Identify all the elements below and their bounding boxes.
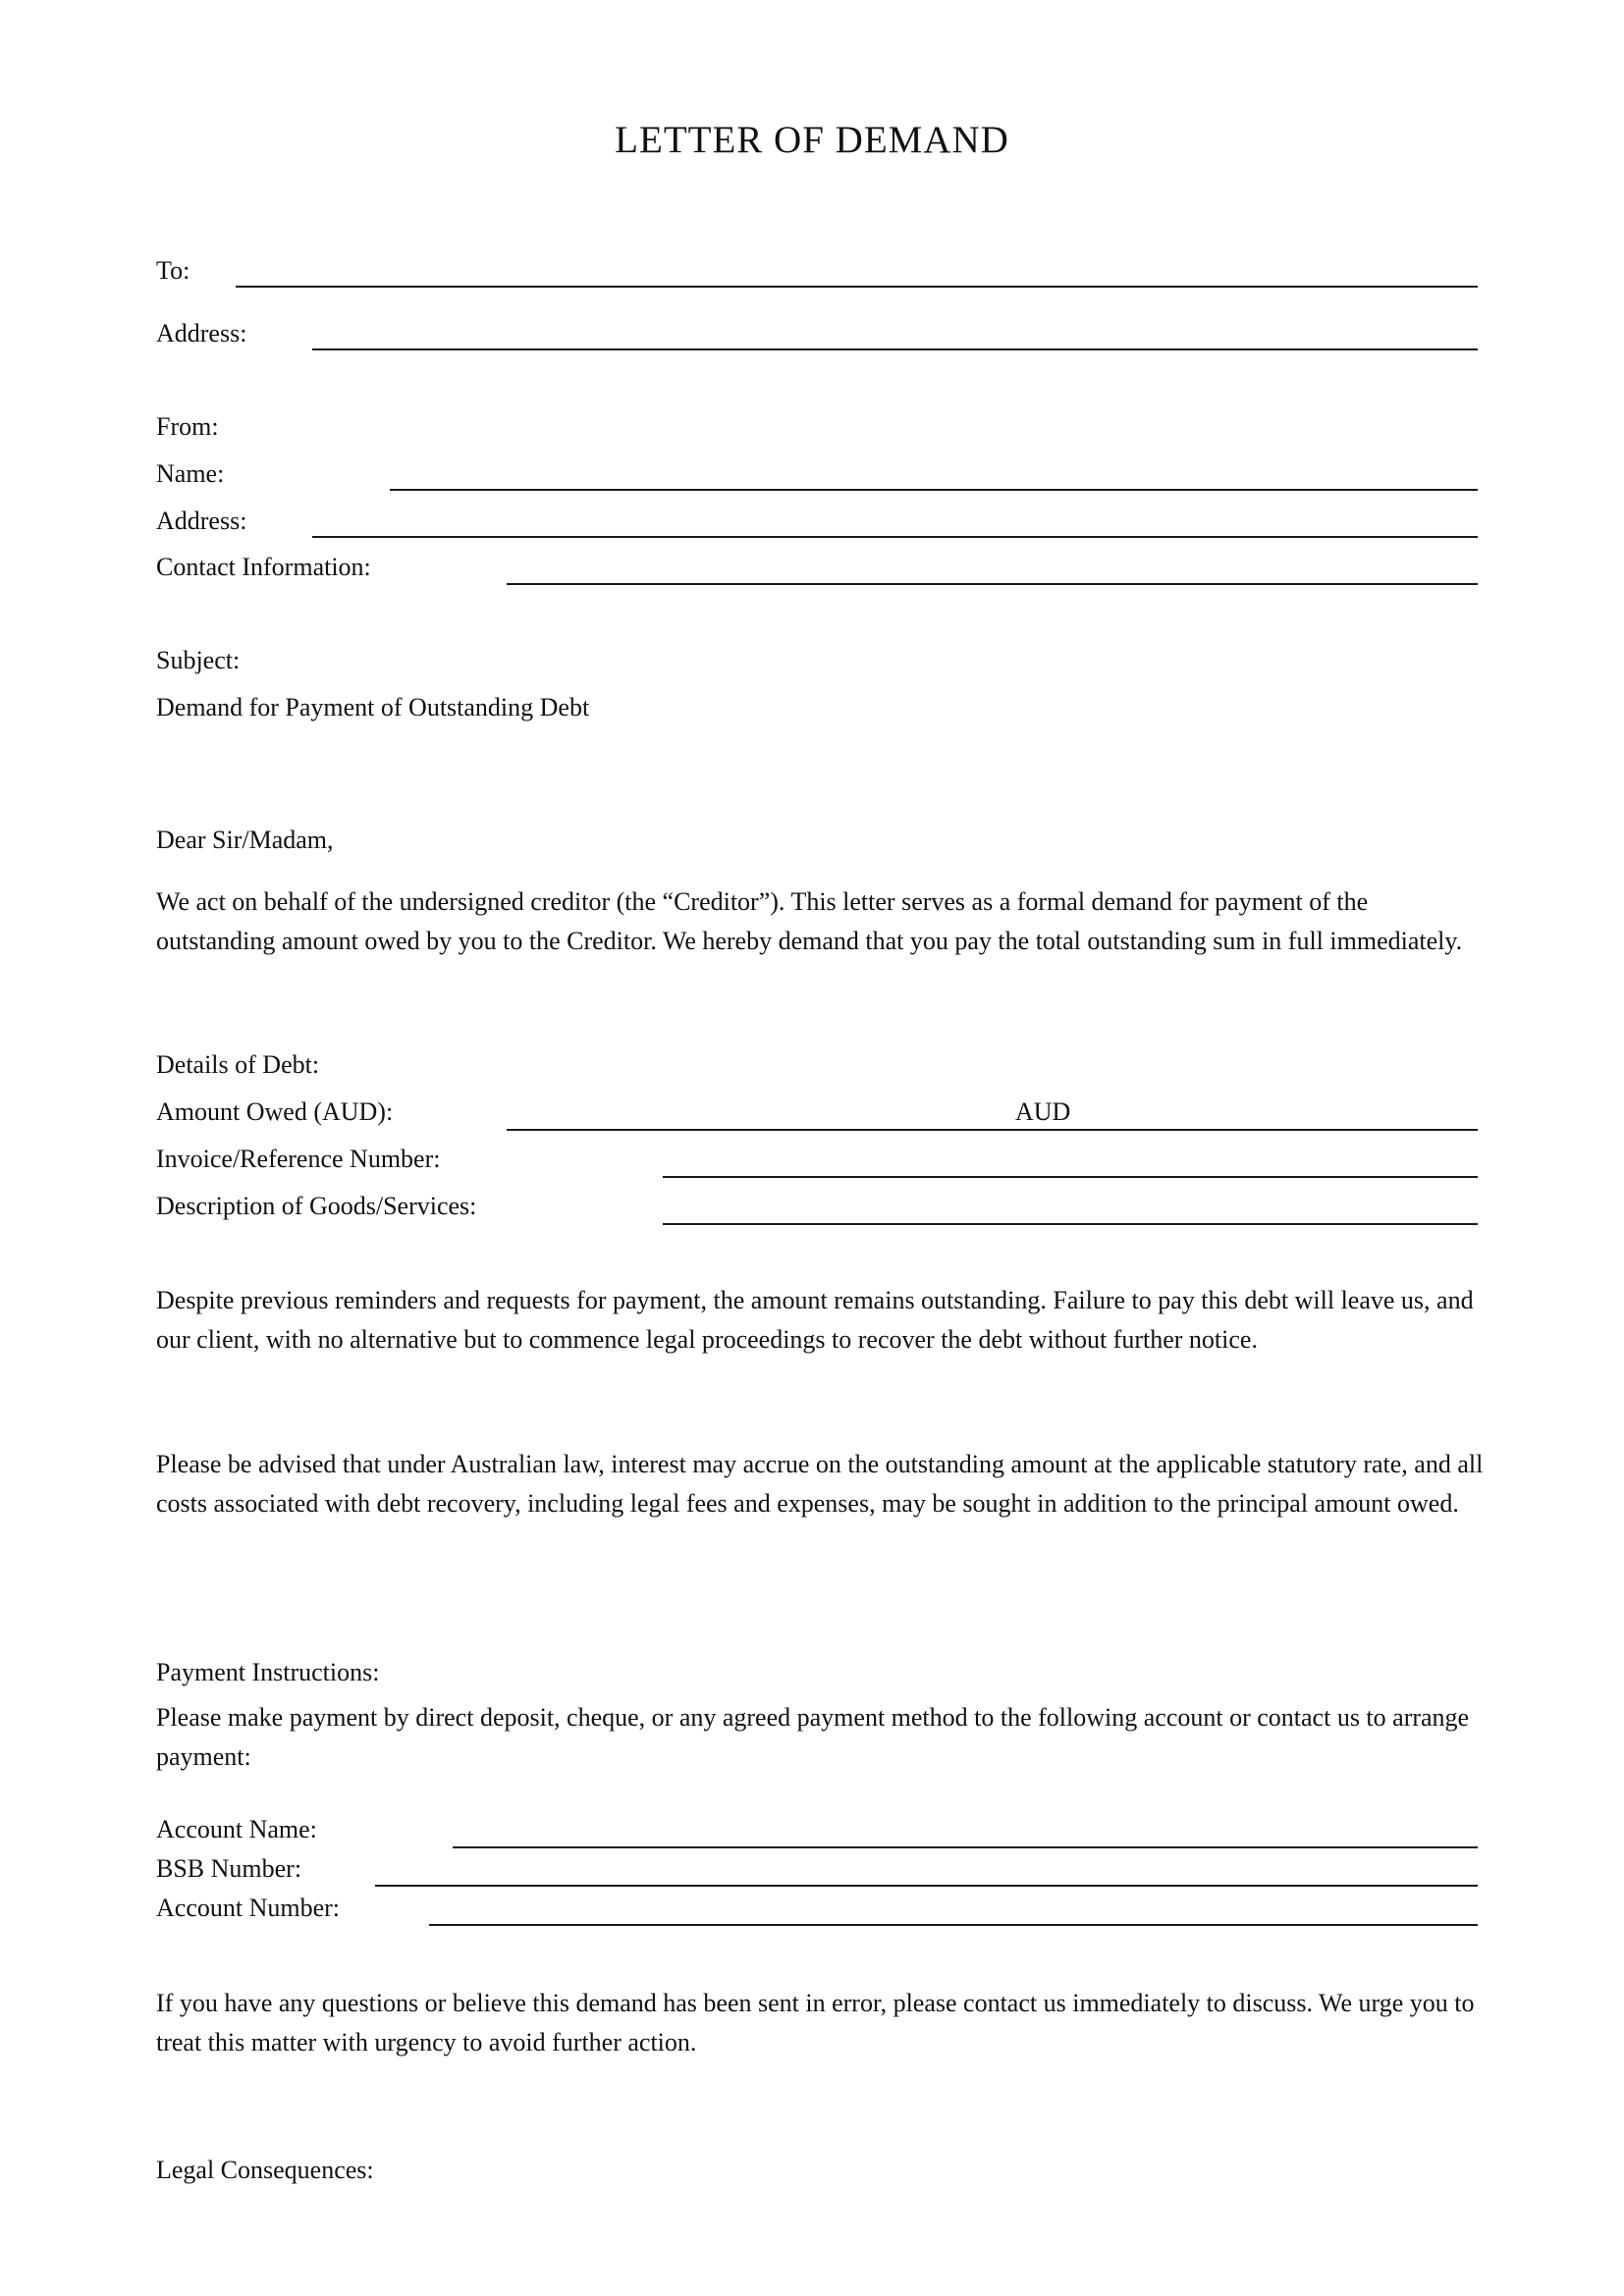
invoice-label: Invoice/Reference Number:: [156, 1145, 441, 1173]
from-name-field[interactable]: [390, 489, 1478, 491]
to-address-field[interactable]: [312, 348, 1478, 350]
reminders-paragraph: Despite previous reminders and requests for payment, the amount remains outstanding. Failure to pay this debt will leave us, and our client, with no alternative but to commence legal proceedings to recover the debt without further notice.: [156, 1286, 1474, 1354]
from-address-label: Address:: [156, 507, 247, 535]
bsb-label: BSB Number:: [156, 1854, 302, 1883]
amount-currency-suffix: AUD: [1015, 1097, 1071, 1126]
bsb-field[interactable]: [375, 1885, 1478, 1887]
description-field[interactable]: [663, 1223, 1478, 1225]
account-name-label: Account Name:: [156, 1815, 317, 1843]
to-label: To:: [156, 256, 190, 285]
from-heading: From:: [156, 412, 219, 441]
from-address-field[interactable]: [312, 536, 1478, 538]
salutation: Dear Sir/Madam,: [156, 826, 334, 854]
subject-heading: Subject:: [156, 646, 241, 674]
account-number-label: Account Number:: [156, 1894, 341, 1922]
payment-heading: Payment Instructions:: [156, 1658, 380, 1686]
from-name-label: Name:: [156, 459, 225, 488]
account-name-field[interactable]: [453, 1846, 1478, 1848]
amount-owed-label: Amount Owed (AUD):: [156, 1097, 394, 1126]
amount-owed-field[interactable]: [507, 1129, 1478, 1131]
intro-paragraph: We act on behalf of the undersigned creditor (the “Creditor”). This letter serves as a formal demand for payment of the outstanding amount owed by you to the Creditor. We hereby demand that you pay the total outstanding sum in full immediately.: [156, 887, 1463, 955]
invoice-field[interactable]: [663, 1176, 1478, 1178]
interest-paragraph: Please be advised that under Australian law, interest may accrue on the outstanding amount at the applicable statutory rate, and all costs associated with debt recovery, including legal fees and expenses, may be sought in addition to the principal amount owed.: [156, 1450, 1484, 1518]
document-title: LETTER OF DEMAND: [615, 119, 1009, 161]
subject-text: Demand for Payment of Outstanding Debt: [156, 693, 590, 721]
account-number-field[interactable]: [429, 1924, 1478, 1926]
to-field[interactable]: [236, 286, 1478, 288]
from-contact-label: Contact Information:: [156, 553, 371, 581]
legal-consequences-heading: Legal Consequences:: [156, 2156, 374, 2184]
from-contact-field[interactable]: [507, 583, 1478, 585]
to-address-label: Address:: [156, 319, 247, 347]
description-label: Description of Goods/Services:: [156, 1192, 477, 1220]
questions-paragraph: If you have any questions or believe this demand has been sent in error, please contact us immediately to discuss. We urge you to treat this matter with urgency to avoid further action.: [156, 1989, 1475, 2056]
debt-heading: Details of Debt:: [156, 1050, 320, 1079]
payment-instructions-text: Please make payment by direct deposit, cheque, or any agreed payment method to the following account or contact us to arrange payment:: [156, 1703, 1470, 1771]
